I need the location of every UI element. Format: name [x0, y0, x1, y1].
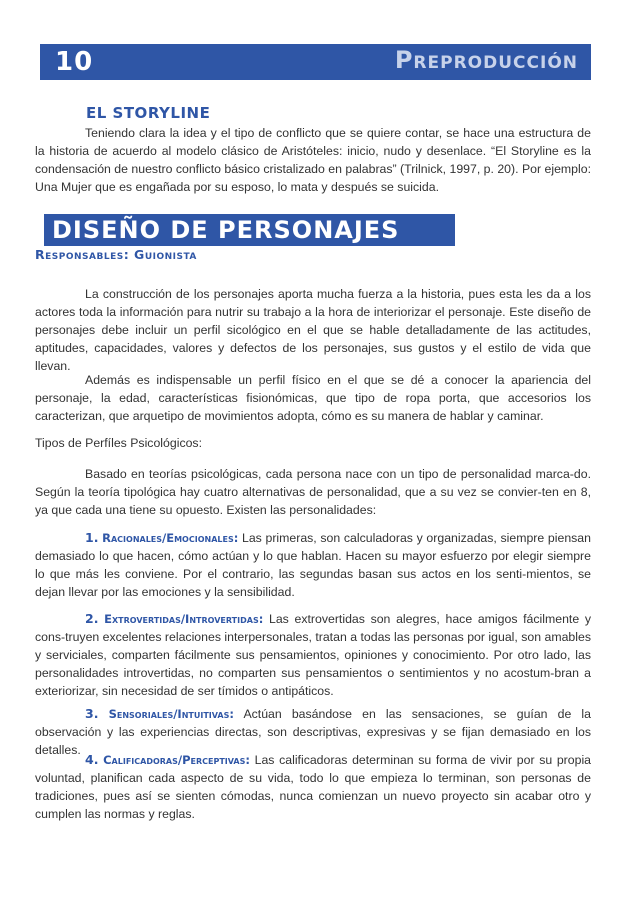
storyline-text: Teniendo clara la idea y el tipo de conflicto que se quiere contar, se hace una estructura de la historia de acuerdo al modelo clásico de Aristóteles: inicio, nudo y desenlace. “El Storyline es la condensación de nuestro conflicto básico cristalizado en palabras” (Trilnick, 1997, p. 20). Por ejemplo: Una Mujer que es engañada por su esposo, lo mata y después se suicida.: [35, 126, 591, 194]
responsables-label: Responsables: Guionista: [35, 247, 197, 262]
paragraph-perfil-fisico: [35, 371, 591, 425]
list-item: [35, 610, 591, 700]
list-item-number: 3.: [85, 706, 99, 721]
page-number: 10: [55, 47, 94, 77]
list-item-label: Calificadoras/Perceptivas:: [103, 753, 250, 767]
list-item-label: Extrovertidas/Introvertidas:: [104, 612, 264, 626]
list-item-number: 1.: [85, 530, 99, 545]
list-item-text: Las calificadoras determinan su forma de vivir por su propia voluntad, planifican cada aspecto de su vida, todo lo que empieza lo terminan, son personas de tradiciones, pues así se sienten cómodas, nunca comienzan un nuevo proyecto sin acabar otro y cumplen las normas y reglas.: [35, 753, 592, 821]
section-banner-title: DISEÑO DE PERSONAJES: [52, 216, 400, 244]
list-item: [35, 529, 591, 601]
list-item-number: 2.: [85, 611, 99, 626]
list-item-text: Actúan basándose en las sensaciones, se guían de la observación y las experiencias directas, son descriptivas, expresivas y se fijan demasiado en los detalles.: [35, 707, 592, 757]
storyline-heading: EL STORYLINE: [86, 104, 211, 122]
section-title: Preproducción: [394, 46, 578, 74]
paragraph-perfil-fisico-text: Además es indispensable un perfil físico en el que se dé a conocer la apariencia del personaje, la edad, características fisionómicas, que tipo de ropa porta, que accesorios los caracterizan, que arquetipo de movimientos adopta, cómo es su manera de hablar y caminar.: [35, 373, 591, 423]
list-item-label: Sensoriales/Intuitivas:: [108, 707, 234, 721]
tipos-label: [35, 434, 591, 452]
list-item-text: Las extrovertidas son alegres, hace amigos fácilmente y cons-truyen excelentes relaciones interpersonales, tratan a todas las personas por igual, son amables y serviciales, comparten fácilmente sus pensamientos, opiniones y conocimiento. Por otro lado, las personalidades introvertidas, no comparten sus pensamientos o sentimientos y no acostum-bran a exteriorizar, sin necesidad de ser tímidos o antipáticos.: [35, 612, 592, 698]
paragraph-construccion-text: La construcción de los personajes aporta mucha fuerza a la historia, pues esta les da a los actores toda la información para nutrir su trabajo a la hora de interiorizar el personaje. Este diseño de personajes debe incluir un perfil sicológico en el que se hable detalladamente de las actitudes, aptitudes, capacidades, valores y defectos de los personajes, sus gustos y el estilo de vida que llevan.: [35, 287, 591, 373]
list-item: [35, 751, 591, 823]
list-item-text: Las primeras, son calculadoras y organizadas, siempre piensan demasiado lo que hacen, cómo actúan y lo que hablan. Hacen su mayor esfuerzo por elegir siempre lo que más les conviene. Por el contrario, las segundas basan sus actos en los senti-mientos, se dejan llevar por las emociones y la sensibilidad.: [35, 531, 591, 599]
list-item-number: 4.: [85, 752, 99, 767]
storyline-paragraph: [35, 124, 591, 196]
paragraph-teorias: [35, 465, 591, 519]
list-item-label: Racionales/Emocionales:: [102, 531, 239, 545]
paragraph-construccion: [35, 285, 591, 375]
paragraph-teorias-text: Basado en teorías psicológicas, cada persona nace con un tipo de personalidad marca-do. Según la teoría tipológica hay cuatro alternativas de personalidad, que a su vez se convier-ten en 8, ya que cada una tiene su opuesto. Existen las personalidades:: [35, 467, 591, 517]
tipos-label-text: Tipos de Perfíles Psicológicos:: [35, 436, 202, 450]
